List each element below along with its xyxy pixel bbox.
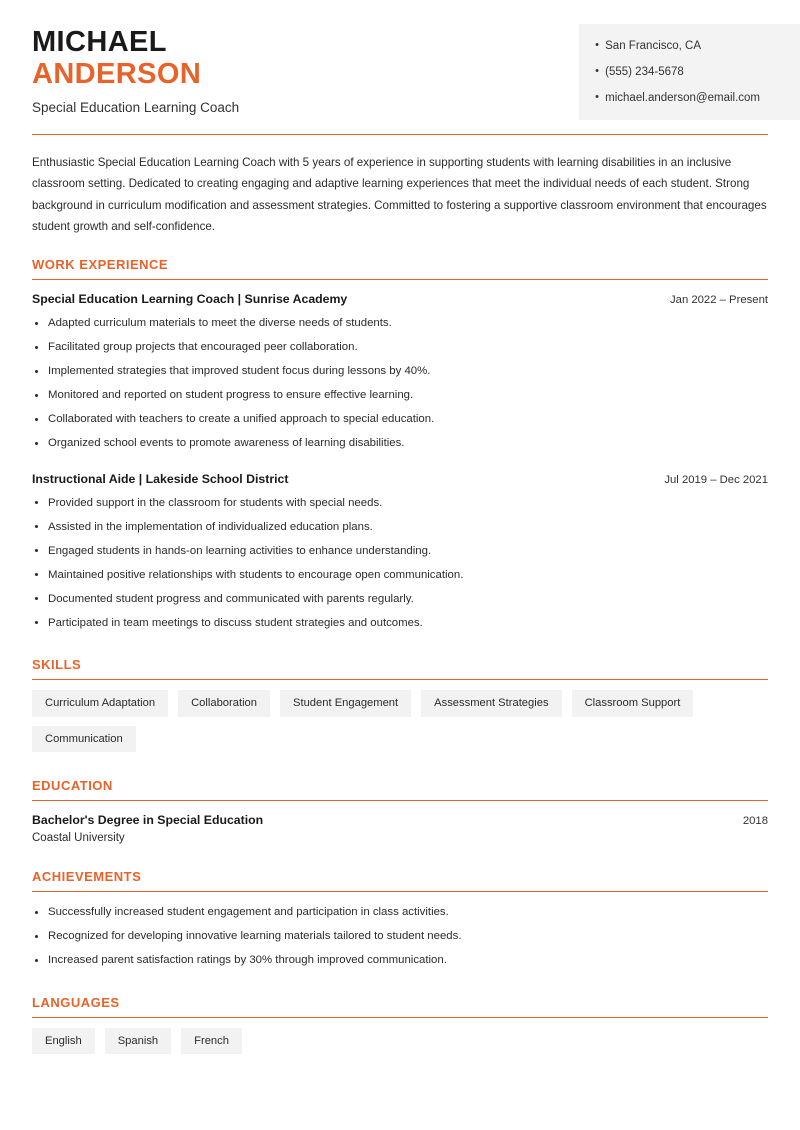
experience-title: Special Education Learning Coach | Sunrise Academy <box>32 292 348 307</box>
list-item: Monitored and reported on student progress to ensure effective learning. <box>32 387 768 404</box>
list-item: Assisted in the implementation of individualized education plans. <box>32 519 768 536</box>
contact-email[interactable] <box>595 90 760 106</box>
first-name: MICHAEL <box>32 26 167 58</box>
section-divider <box>32 679 768 680</box>
education-entry <box>32 813 768 844</box>
skill-chip: Classroom Support <box>572 690 694 716</box>
section-languages <box>32 995 768 1054</box>
job-title: Special Education Learning Coach <box>32 99 240 115</box>
section-achievements <box>32 869 768 969</box>
languages-chip-list <box>32 1028 768 1054</box>
skill-chip: Assessment Strategies <box>421 690 561 716</box>
contact-location-text: San Francisco, CA <box>605 40 702 52</box>
list-item: Recognized for developing innovative learning materials tailored to student needs. <box>32 928 768 945</box>
section-work-experience <box>32 257 768 631</box>
list-item: Documented student progress and communicated with parents regularly. <box>32 591 768 608</box>
contact-phone-text: (555) 234-5678 <box>605 66 684 79</box>
experience-date: Jan 2022 – Present <box>670 294 768 307</box>
professional-summary: Enthusiastic Special Education Learning Coach with 5 years of experience in supporting students with learning disabilities in an inclusive classroom setting. Dedicated to creating engaging and adaptive learning experiences that meet the individual needs of each student. Strong background in curriculum modification and assessment strategies. Committed to fostering a supportive classroom environment that encourages student growth and self-confidence. <box>32 156 767 233</box>
contact-location <box>595 38 760 54</box>
achievements-bullet-list <box>32 904 768 969</box>
contact-info-box <box>579 24 800 120</box>
section-title-languages: LANGUAGES <box>32 994 120 1010</box>
experience-title: Instructional Aide | Lakeside School District <box>32 471 289 486</box>
list-item: Facilitated group projects that encouraged peer collaboration. <box>32 339 768 356</box>
list-item: Collaborated with teachers to create a unified approach to special education. <box>32 411 768 428</box>
experience-entry-header <box>32 292 768 306</box>
bullet-dot-icon: • <box>595 91 599 104</box>
education-year: 2018 <box>742 815 768 828</box>
experience-date: Jul 2019 – Dec 2021 <box>664 473 768 486</box>
bullet-dot-icon: • <box>595 65 599 78</box>
language-chip: Spanish <box>105 1028 171 1054</box>
experience-entry <box>32 292 768 452</box>
skill-chip: Curriculum Adaptation <box>32 690 168 716</box>
identity-block <box>32 22 239 115</box>
experience-entry <box>32 472 768 632</box>
resume-content <box>0 134 800 1054</box>
section-title-work-experience: WORK EXPERIENCE <box>32 257 169 273</box>
last-name: ANDERSON <box>32 58 202 91</box>
language-chip: French <box>181 1028 242 1054</box>
language-chip: English <box>32 1028 95 1054</box>
section-divider <box>32 1017 768 1018</box>
skill-chip: Communication <box>32 726 136 752</box>
section-divider <box>32 800 768 801</box>
skill-chip: Student Engagement <box>280 690 411 716</box>
education-degree: Bachelor's Degree in Special Education <box>32 813 264 828</box>
list-item: Successfully increased student engagement and participation in class activities. <box>32 904 768 921</box>
section-divider <box>32 279 768 280</box>
skill-chip: Collaboration <box>178 690 270 716</box>
list-item: Maintained positive relationships with students to encourage open communication. <box>32 567 768 584</box>
list-item: Organized school events to promote awareness of learning disabilities. <box>32 435 768 452</box>
list-item: Participated in team meetings to discuss student strategies and outcomes. <box>32 615 768 632</box>
bullet-dot-icon: • <box>595 39 599 51</box>
contact-email-text: michael.anderson@email.com <box>605 92 760 105</box>
education-school: Coastal University <box>32 832 125 845</box>
list-item: Provided support in the classroom for students with special needs. <box>32 495 768 512</box>
section-divider <box>32 891 768 892</box>
experience-bullet-list <box>32 495 768 632</box>
experience-bullet-list <box>32 315 768 452</box>
contact-phone <box>595 64 760 80</box>
resume-header <box>0 0 800 120</box>
section-title-education: EDUCATION <box>32 778 113 794</box>
list-item: Engaged students in hands-on learning activities to enhance understanding. <box>32 543 768 560</box>
list-item: Implemented strategies that improved student focus during lessons by 40%. <box>32 363 768 380</box>
experience-entry-header <box>32 472 768 486</box>
education-entry-header <box>32 813 768 827</box>
section-title-achievements: ACHIEVEMENTS <box>32 869 142 885</box>
list-item: Adapted curriculum materials to meet the diverse needs of students. <box>32 315 768 332</box>
section-skills <box>32 657 768 752</box>
skills-chip-list <box>32 690 768 752</box>
list-item: Increased parent satisfaction ratings by 30% through improved communication. <box>32 952 768 969</box>
section-education <box>32 778 768 844</box>
section-title-skills: SKILLS <box>32 657 82 673</box>
